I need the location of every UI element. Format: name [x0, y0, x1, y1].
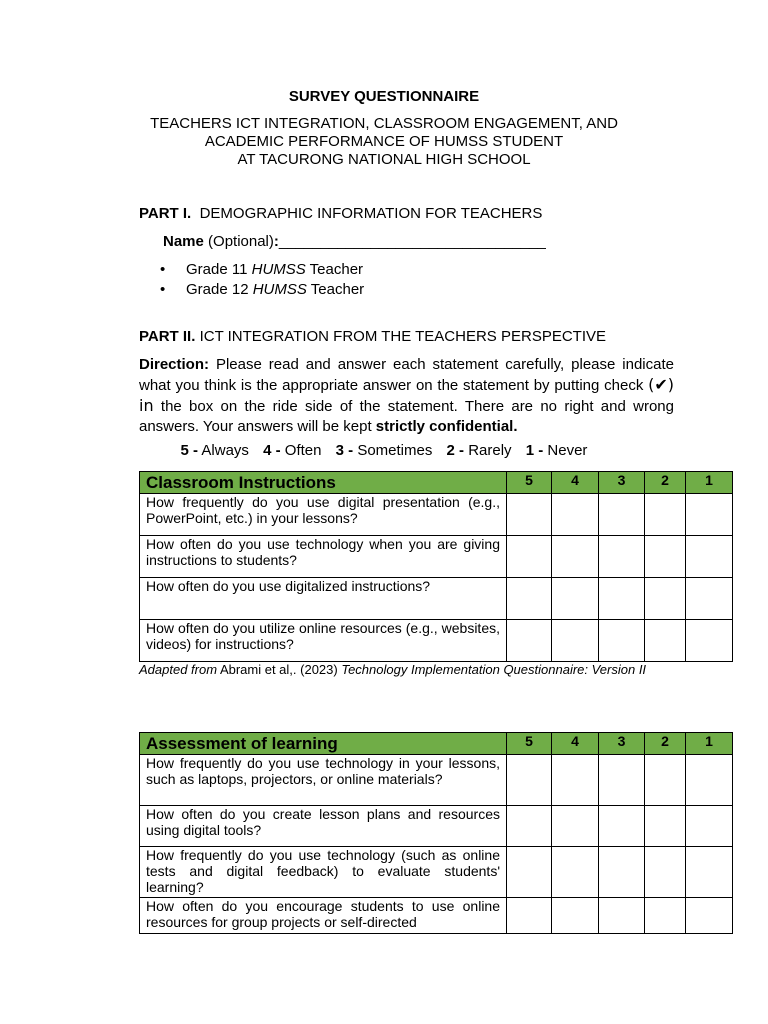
- rating-cell-4[interactable]: [552, 494, 599, 536]
- table-header-row: [140, 472, 733, 494]
- rating-cell-3[interactable]: [599, 847, 645, 898]
- rating-cell-4[interactable]: [552, 847, 599, 898]
- rating-cell-1[interactable]: [686, 755, 733, 806]
- part1-text: DEMOGRAPHIC INFORMATION FOR TEACHERS: [199, 205, 543, 222]
- rating-header: 5: [507, 733, 552, 755]
- subtitle-line-2: ACADEMIC PERFORMANCE OF HUMSS STUDENT: [204, 133, 564, 150]
- survey-title: SURVEY QUESTIONNAIRE: [288, 88, 480, 105]
- scale-label: Often: [280, 442, 322, 459]
- assessment-of-learning-table: [139, 732, 733, 934]
- rating-cell-5[interactable]: [507, 578, 552, 620]
- rating-cell-5[interactable]: [507, 847, 552, 898]
- rating-cell-3[interactable]: [599, 536, 645, 578]
- bullet-emphasis: HUMSS: [252, 281, 307, 298]
- caption-authors: Abrami et al,. (2023): [217, 662, 342, 677]
- scale-number: 3 -: [335, 442, 354, 459]
- rating-cell-1[interactable]: [686, 578, 733, 620]
- rating-cell-2[interactable]: [645, 755, 686, 806]
- bullet-icon: •: [160, 281, 166, 298]
- bullet-text: Grade 12: [186, 281, 253, 298]
- rating-cell-4[interactable]: [552, 806, 599, 847]
- scale-number: 4 -: [263, 442, 281, 459]
- scale-number: 5 -: [180, 442, 199, 459]
- rating-cell-3[interactable]: [599, 755, 645, 806]
- rating-cell-5[interactable]: [507, 806, 552, 847]
- bullet-emphasis: HUMSS: [251, 261, 306, 278]
- scale-number: 1 -: [525, 442, 544, 459]
- direction-emphasis: strictly confidential.: [375, 418, 518, 435]
- bullet-text: Grade 11: [186, 261, 252, 278]
- rating-cell-3[interactable]: [599, 898, 645, 934]
- rating-header: 4: [552, 733, 599, 755]
- scale-label: Sometimes: [353, 442, 433, 459]
- part2-heading: [139, 328, 606, 345]
- rating-cell-5[interactable]: [507, 620, 552, 662]
- subtitle-line-1: TEACHERS ICT INTEGRATION, CLASSROOM ENGAGEMENT, AND: [150, 115, 618, 132]
- list-item: [160, 261, 364, 281]
- rating-cell-1[interactable]: [686, 847, 733, 898]
- table-heading: Assessment of learning: [140, 733, 507, 755]
- name-label: Name: [163, 233, 204, 250]
- rating-cell-2[interactable]: [645, 806, 686, 847]
- rating-cell-4[interactable]: [552, 578, 599, 620]
- rating-cell-1[interactable]: [686, 494, 733, 536]
- rating-header: 1: [686, 472, 733, 494]
- name-optional: (Optional): [203, 233, 274, 250]
- question-text: How frequently do you use technology in your lessons, such as laptops, projectors, or online materials?: [140, 755, 507, 806]
- part2-text: ICT INTEGRATION FROM THE TEACHERS PERSPECTIVE: [199, 328, 607, 345]
- rating-cell-3[interactable]: [599, 494, 645, 536]
- scale-label: Always: [198, 442, 249, 459]
- rating-header: 4: [552, 472, 599, 494]
- rating-cell-3[interactable]: [599, 578, 645, 620]
- rating-cell-2[interactable]: [645, 620, 686, 662]
- rating-cell-5[interactable]: [507, 898, 552, 934]
- part1-heading: [139, 205, 542, 222]
- scale-label: Never: [543, 442, 588, 459]
- rating-cell-2[interactable]: [645, 847, 686, 898]
- caption-work: Technology Implementation Questionnaire: Version II: [341, 662, 647, 677]
- direction-paragraph: [139, 355, 674, 437]
- table-row: [140, 755, 733, 806]
- part1-label: PART I.: [139, 205, 192, 222]
- caption-adapted: Adapted from: [139, 662, 218, 677]
- rating-cell-1[interactable]: [686, 536, 733, 578]
- direction-label: Direction:: [139, 356, 210, 373]
- rating-cell-4[interactable]: [552, 898, 599, 934]
- rating-cell-1[interactable]: [686, 898, 733, 934]
- rating-cell-2[interactable]: [645, 578, 686, 620]
- table-row: [140, 494, 733, 536]
- direction-text-2: the box on the ride side of the statement. There are no right and wrong answers. Your answers will be kept: [139, 398, 674, 435]
- rating-header: 5: [507, 472, 552, 494]
- rating-cell-5[interactable]: [507, 536, 552, 578]
- rating-scale-legend: [0, 442, 768, 459]
- question-text: How often do you use technology when you are giving instructions to students?: [140, 536, 507, 578]
- table-row: [140, 806, 733, 847]
- rating-header: 1: [686, 733, 733, 755]
- scale-number: 2 -: [446, 442, 465, 459]
- rating-header: 2: [645, 472, 686, 494]
- classroom-instructions-table: [139, 471, 733, 662]
- bullet-icon: •: [160, 261, 166, 278]
- rating-cell-5[interactable]: [507, 494, 552, 536]
- rating-cell-3[interactable]: [599, 806, 645, 847]
- question-text: How often do you utilize online resources (e.g., websites, videos) for instructions?: [140, 620, 507, 662]
- subtitle-line-3: AT TACURONG NATIONAL HIGH SCHOOL: [237, 151, 531, 168]
- rating-cell-3[interactable]: [599, 620, 645, 662]
- name-field: [163, 233, 546, 250]
- table-row: [140, 847, 733, 898]
- question-text: How frequently do you use technology (such as online tests and digital feedback) to evaluate students' learning?: [140, 847, 507, 898]
- rating-cell-4[interactable]: [552, 620, 599, 662]
- source-caption: [139, 661, 646, 678]
- table-row: [140, 536, 733, 578]
- rating-header: 3: [599, 733, 645, 755]
- rating-cell-1[interactable]: [686, 620, 733, 662]
- question-text: How often do you encourage students to use online resources for group projects or self-directed: [140, 898, 507, 934]
- table-row: [140, 620, 733, 662]
- table-heading: Classroom Instructions: [140, 472, 507, 494]
- rating-cell-2[interactable]: [645, 536, 686, 578]
- rating-cell-4[interactable]: [552, 755, 599, 806]
- rating-cell-2[interactable]: [645, 494, 686, 536]
- rating-cell-2[interactable]: [645, 898, 686, 934]
- rating-header: 3: [599, 472, 645, 494]
- question-text: How often do you create lesson plans and resources using digital tools?: [140, 806, 507, 847]
- rating-header: 2: [645, 733, 686, 755]
- table-header-row: [140, 733, 733, 755]
- name-blank-line: ________________________________: [278, 233, 546, 250]
- bullet-text-end: Teacher: [306, 281, 365, 298]
- grade-list: [160, 261, 364, 301]
- question-text: How often do you use digitalized instructions?: [140, 578, 507, 620]
- table-row: [140, 898, 733, 934]
- list-item: [160, 281, 364, 301]
- rating-cell-4[interactable]: [552, 536, 599, 578]
- part2-label: PART II.: [139, 328, 196, 345]
- scale-label: Rarely: [464, 442, 512, 459]
- name-colon: :: [273, 233, 279, 250]
- bullet-text-end: Teacher: [305, 261, 364, 278]
- table-row: [140, 578, 733, 620]
- question-text: How frequently do you use digital presentation (e.g., PowerPoint, etc.) in your lessons?: [140, 494, 507, 536]
- direction-text-1: Please read and answer each statement carefully, please indicate what you think is the appropriate answer on the statement by putting check: [139, 356, 674, 394]
- check-mark-icon: (✔) in: [139, 375, 674, 415]
- rating-cell-5[interactable]: [507, 755, 552, 806]
- rating-cell-1[interactable]: [686, 806, 733, 847]
